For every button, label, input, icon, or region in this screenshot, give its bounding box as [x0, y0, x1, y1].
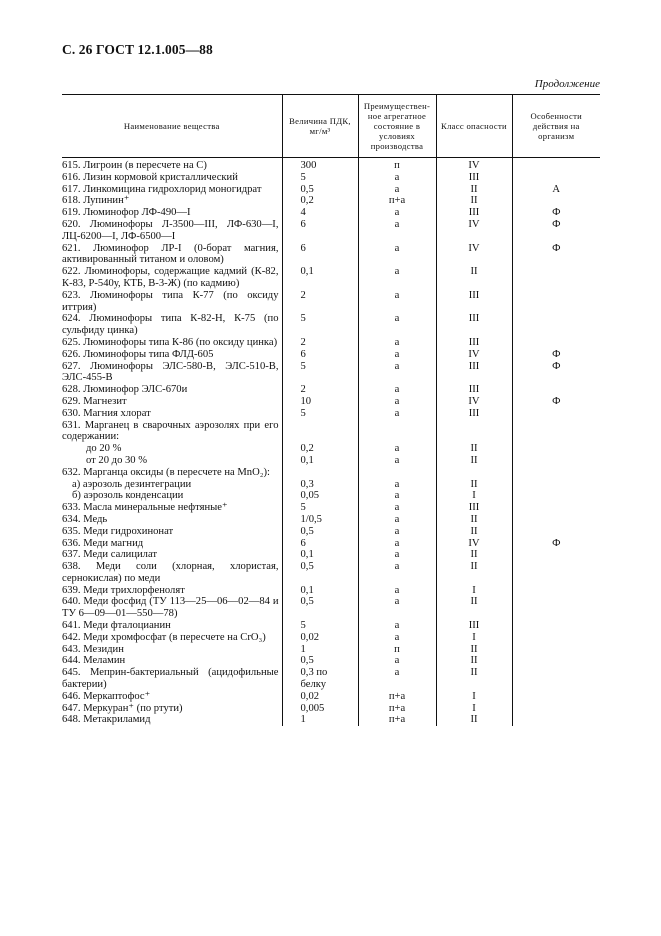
column-header-name: Наименование вещества — [62, 95, 282, 158]
aggregate-state: а — [358, 561, 436, 585]
substance-name: 640. Меди фосфид (ТУ 113—25—06—02—84 и ТУ 6—09—01—550—78) — [62, 596, 279, 620]
hazard-class: II — [436, 479, 512, 491]
substance-name: 621. Люминофор ЛР-I (0-борат магния, активированный титаном и оловом) — [62, 242, 279, 266]
substance-name: 632. Марганца оксиды (в пересчете на MnO₂): — [62, 466, 270, 478]
action-features — [512, 632, 600, 644]
substance-name: 625. Люминофоры типа К-86 (по оксиду цинка) — [62, 336, 278, 348]
action-features — [512, 561, 600, 585]
pdk-value: 5 — [282, 502, 358, 514]
hazard-class — [436, 420, 512, 444]
table-row — [62, 490, 600, 502]
hazard-class: II — [436, 561, 512, 585]
table-row — [62, 349, 600, 361]
substance-name: 643. Мезидин — [62, 643, 124, 655]
hazard-class: II — [436, 184, 512, 196]
aggregate-state: а — [358, 290, 436, 314]
aggregate-state: а — [358, 443, 436, 455]
pdk-value: 0,2 — [282, 443, 358, 455]
aggregate-state: а — [358, 455, 436, 467]
aggregate-state: а — [358, 632, 436, 644]
substance-name: 627. Люминофоры ЭЛС-580-В, ЭЛС-510-В, ЭЛС-455-В — [62, 360, 279, 384]
substance-name: 648. Метакриламид — [62, 714, 151, 726]
aggregate-state: п+а — [358, 195, 436, 207]
table-row — [62, 207, 600, 219]
table-row — [62, 655, 600, 667]
table-row — [62, 455, 600, 467]
pdk-value: 5 — [282, 172, 358, 184]
hazard-class: III — [436, 408, 512, 420]
pdk-value: 0,5 — [282, 596, 358, 620]
aggregate-state: п+а — [358, 691, 436, 703]
action-features — [512, 337, 600, 349]
substance-name: 641. Меди фталоцианин — [62, 620, 171, 632]
table-row — [62, 620, 600, 632]
hazard-class: IV — [436, 158, 512, 172]
hazard-class: IV — [436, 243, 512, 267]
action-features — [512, 313, 600, 337]
table-row — [62, 538, 600, 550]
action-features — [512, 514, 600, 526]
table-row — [62, 502, 600, 514]
aggregate-state: п+а — [358, 714, 436, 726]
aggregate-state: а — [358, 655, 436, 667]
pdk-value: 0,1 — [282, 549, 358, 561]
hazard-class: III — [436, 620, 512, 632]
pdk-value: 2 — [282, 337, 358, 349]
action-features — [512, 158, 600, 172]
action-features: А — [512, 184, 600, 196]
aggregate-state: п — [358, 644, 436, 656]
pdk-value: 6 — [282, 243, 358, 267]
column-header-state: Преимуществен-ное агрегатное состояние в условиях производства — [358, 95, 436, 158]
action-features: Ф — [512, 538, 600, 550]
hazard-class: II — [436, 526, 512, 538]
substance-name: от 20 до 30 % — [86, 454, 148, 466]
page-header: С. 26 ГОСТ 12.1.005—88 — [62, 42, 213, 57]
pdk-value: 5 — [282, 361, 358, 385]
aggregate-state: а — [358, 596, 436, 620]
action-features: Ф — [512, 349, 600, 361]
pdk-value: 0,2 — [282, 195, 358, 207]
hazard-class: I — [436, 703, 512, 715]
hazard-class: I — [436, 585, 512, 597]
substance-name: до 20 % — [86, 443, 122, 455]
pdk-value: 0,1 — [282, 455, 358, 467]
substance-name: 628. Люминофор ЭЛС-670и — [62, 384, 188, 396]
substance-name: 630. Магния хлорат — [62, 407, 151, 419]
pdk-value: 2 — [282, 384, 358, 396]
table-row — [62, 514, 600, 526]
hazard-class: II — [436, 443, 512, 455]
table-row — [62, 549, 600, 561]
table-row — [62, 337, 600, 349]
pdk-value: 0,02 — [282, 691, 358, 703]
continued-label: Продолжение — [534, 78, 600, 90]
table-row — [62, 691, 600, 703]
hazard-class: II — [436, 596, 512, 620]
table-row — [62, 313, 600, 337]
action-features — [512, 195, 600, 207]
table-header-row — [62, 95, 600, 158]
substance-name: 634. Медь — [62, 513, 108, 525]
substance-name: 638. Меди соли (хлорная, хлористая, сернокислая) по меди — [62, 561, 279, 584]
table-row — [62, 195, 600, 207]
pdk-value: 6 — [282, 538, 358, 550]
substance-name: 637. Меди салицилат — [62, 549, 158, 561]
aggregate-state: п+а — [358, 703, 436, 715]
aggregate-state: а — [358, 479, 436, 491]
substance-name: 636. Меди магнид — [62, 537, 144, 549]
pdk-value: 0,3 по белку — [282, 667, 358, 691]
action-features — [512, 549, 600, 561]
column-header-features: Особенности действия на организм — [512, 95, 600, 158]
hazard-class: IV — [436, 396, 512, 408]
table-row — [62, 467, 600, 479]
pdk-value: 6 — [282, 219, 358, 243]
hazard-class — [436, 467, 512, 479]
action-features — [512, 596, 600, 620]
aggregate-state: а — [358, 313, 436, 337]
substance-name: 631. Марганец в сварочных аэрозолях при его содержании: — [62, 419, 279, 443]
pdk-value: 0,3 — [282, 479, 358, 491]
action-features — [512, 644, 600, 656]
pdk-value: 300 — [282, 158, 358, 172]
substance-name: 642. Меди хромфосфат (в пересчете на CrO₃) — [62, 631, 266, 643]
substance-name: 617. Линкомицина гидрохлорид моногидрат — [62, 183, 262, 195]
aggregate-state: а — [358, 172, 436, 184]
aggregate-state: а — [358, 585, 436, 597]
aggregate-state: а — [358, 538, 436, 550]
substance-name: 618. Лупинин⁺ — [62, 195, 130, 207]
action-features — [512, 290, 600, 314]
aggregate-state: а — [358, 337, 436, 349]
aggregate-state: а — [358, 490, 436, 502]
table-row — [62, 714, 600, 726]
hazard-class: II — [436, 714, 512, 726]
action-features — [512, 384, 600, 396]
hazard-class: I — [436, 691, 512, 703]
table-row — [62, 408, 600, 420]
substances-table — [62, 94, 600, 726]
pdk-value: 0,1 — [282, 266, 358, 290]
aggregate-state: а — [358, 526, 436, 538]
hazard-class: IV — [436, 538, 512, 550]
action-features — [512, 667, 600, 691]
substance-name: 623. Люминофоры типа К-77 (по оксиду иттрия) — [62, 289, 279, 313]
aggregate-state: а — [358, 184, 436, 196]
substance-name: 629. Магнезит — [62, 395, 127, 407]
action-features — [512, 585, 600, 597]
action-features — [512, 655, 600, 667]
substance-name: 644. Меламин — [62, 655, 126, 667]
aggregate-state: а — [358, 207, 436, 219]
pdk-value: 1 — [282, 644, 358, 656]
table-row — [62, 703, 600, 715]
pdk-value: 0,1 — [282, 585, 358, 597]
pdk-value: 0,5 — [282, 184, 358, 196]
table-row — [62, 396, 600, 408]
hazard-class: II — [436, 644, 512, 656]
aggregate-state: а — [358, 384, 436, 396]
action-features — [512, 455, 600, 467]
substance-name: б) аэрозоль конденсации — [72, 490, 184, 502]
pdk-value: 5 — [282, 313, 358, 337]
aggregate-state: а — [358, 667, 436, 691]
substance-name: 622. Люминофоры, содержащие кадмий (К-82, К-83, Р-540у, КТБ, В-3-Ж) (по кадмию) — [62, 266, 279, 289]
action-features — [512, 691, 600, 703]
table-row — [62, 632, 600, 644]
action-features — [512, 443, 600, 455]
table-row — [62, 361, 600, 385]
action-features — [512, 620, 600, 632]
hazard-class: III — [436, 384, 512, 396]
aggregate-state: а — [358, 514, 436, 526]
pdk-value: 5 — [282, 620, 358, 632]
table-row — [62, 420, 600, 444]
aggregate-state: а — [358, 549, 436, 561]
table-row — [62, 158, 600, 172]
table-row — [62, 172, 600, 184]
pdk-value: 0,5 — [282, 561, 358, 585]
pdk-value: 4 — [282, 207, 358, 219]
substance-name: 639. Меди трихлорфенолят — [62, 584, 185, 596]
action-features — [512, 526, 600, 538]
action-features — [512, 172, 600, 184]
table-row — [62, 290, 600, 314]
substance-name: 624. Люминофоры типа К-82-Н, К-75 (по сульфиду цинка) — [62, 313, 279, 337]
table-row — [62, 561, 600, 585]
hazard-class: II — [436, 266, 512, 290]
hazard-class: II — [436, 655, 512, 667]
substance-name: 646. Меркаптофос⁺ — [62, 690, 151, 702]
action-features — [512, 502, 600, 514]
pdk-value: 1/0,5 — [282, 514, 358, 526]
aggregate-state: а — [358, 219, 436, 243]
action-features — [512, 490, 600, 502]
table-row — [62, 266, 600, 290]
aggregate-state: а — [358, 349, 436, 361]
hazard-class: III — [436, 313, 512, 337]
aggregate-state: а — [358, 408, 436, 420]
hazard-class: III — [436, 207, 512, 219]
table-row — [62, 667, 600, 691]
table-row — [62, 585, 600, 597]
aggregate-state — [358, 420, 436, 444]
aggregate-state: а — [358, 243, 436, 267]
table-body — [62, 158, 600, 727]
action-features: Ф — [512, 207, 600, 219]
pdk-value: 0,5 — [282, 526, 358, 538]
substance-name: 633. Масла минеральные нефтяные⁺ — [62, 502, 228, 514]
hazard-class: III — [436, 361, 512, 385]
aggregate-state: а — [358, 396, 436, 408]
action-features — [512, 479, 600, 491]
pdk-value: 0,02 — [282, 632, 358, 644]
hazard-class: II — [436, 455, 512, 467]
table-row — [62, 384, 600, 396]
pdk-value: 5 — [282, 408, 358, 420]
table-row — [62, 184, 600, 196]
aggregate-state — [358, 467, 436, 479]
action-features — [512, 703, 600, 715]
action-features — [512, 420, 600, 444]
substance-name: 626. Люминофоры типа ФЛД-605 — [62, 348, 214, 360]
substance-name: 616. Лизин кормовой кристаллический — [62, 171, 238, 183]
aggregate-state: а — [358, 620, 436, 632]
action-features — [512, 266, 600, 290]
action-features: Ф — [512, 219, 600, 243]
action-features — [512, 714, 600, 726]
substance-name: 615. Лигроин (в пересчете на С) — [62, 160, 207, 171]
action-features: Ф — [512, 361, 600, 385]
substance-name: а) аэрозоль дезинтеграции — [72, 478, 192, 490]
pdk-value: 10 — [282, 396, 358, 408]
aggregate-state: а — [358, 502, 436, 514]
action-features: Ф — [512, 396, 600, 408]
hazard-class: II — [436, 549, 512, 561]
hazard-class: III — [436, 290, 512, 314]
hazard-class: I — [436, 632, 512, 644]
table-row — [62, 443, 600, 455]
hazard-class: IV — [436, 219, 512, 243]
pdk-value: 2 — [282, 290, 358, 314]
pdk-value: 6 — [282, 349, 358, 361]
hazard-class: II — [436, 195, 512, 207]
aggregate-state: а — [358, 361, 436, 385]
hazard-class: II — [436, 514, 512, 526]
column-header-hazard-class: Класс опасности — [436, 95, 512, 158]
aggregate-state: п — [358, 158, 436, 172]
action-features — [512, 408, 600, 420]
hazard-class: II — [436, 667, 512, 691]
substance-name: 645. Меприн-бактериальный (ацидофильные бактерии) — [62, 667, 279, 691]
hazard-class: III — [436, 172, 512, 184]
substance-name: 635. Меди гидрохинонат — [62, 525, 174, 537]
substance-name: 620. Люминофоры Л-3500—III, ЛФ-630—I, ЛЦ-6200—I, ЛФ-6500—I — [62, 218, 279, 242]
pdk-value: 1 — [282, 714, 358, 726]
aggregate-state: а — [358, 266, 436, 290]
table-row — [62, 219, 600, 243]
substance-name: 647. Меркуран⁺ (по ртути) — [62, 702, 183, 714]
column-header-pdk: Величина ПДК, мг/м³ — [282, 95, 358, 158]
hazard-class: III — [436, 502, 512, 514]
pdk-value — [282, 467, 358, 479]
pdk-value: 0,5 — [282, 655, 358, 667]
table-row — [62, 479, 600, 491]
hazard-class: IV — [436, 349, 512, 361]
hazard-class: III — [436, 337, 512, 349]
pdk-value — [282, 420, 358, 444]
pdk-value: 0,05 — [282, 490, 358, 502]
action-features: Ф — [512, 243, 600, 267]
action-features — [512, 467, 600, 479]
table-row — [62, 243, 600, 267]
table-row — [62, 526, 600, 538]
substance-name: 619. Люминофор ЛФ-490—I — [62, 207, 191, 219]
pdk-value: 0,005 — [282, 703, 358, 715]
table-row — [62, 644, 600, 656]
table-row — [62, 596, 600, 620]
hazard-class: I — [436, 490, 512, 502]
